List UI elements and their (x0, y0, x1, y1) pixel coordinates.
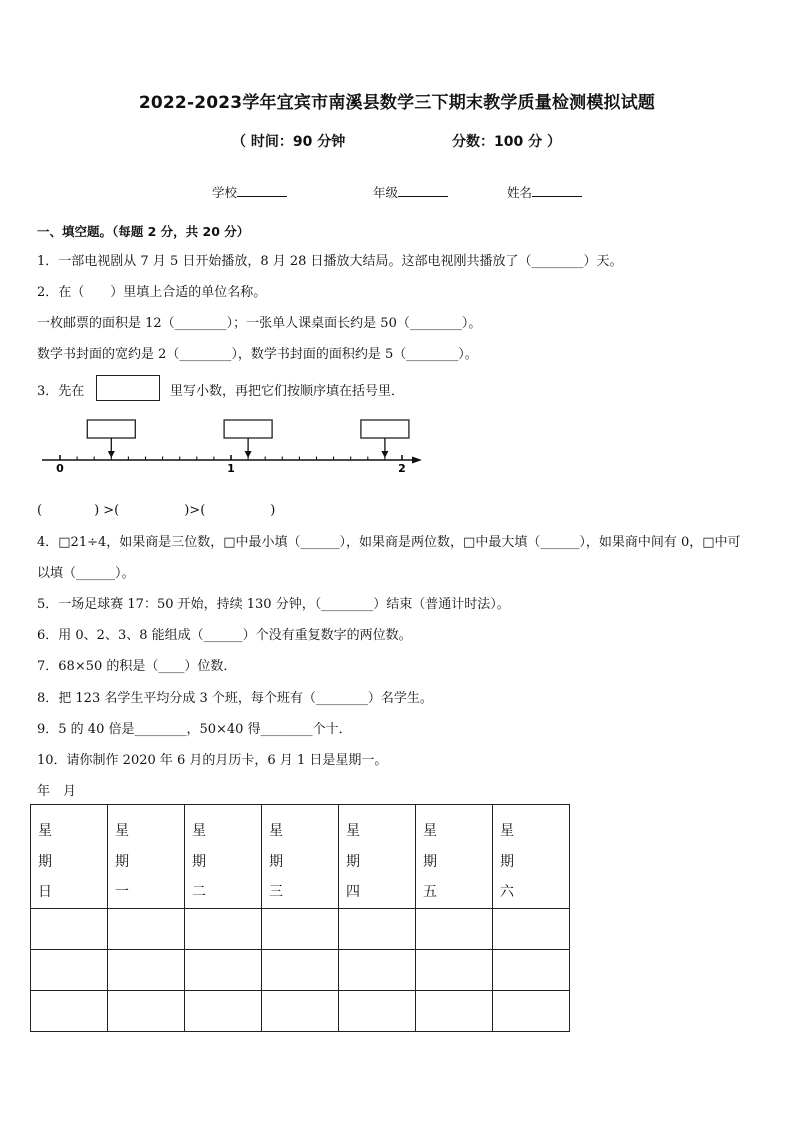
calendar-header-row (31, 805, 570, 909)
question-2a: 一枚邮票的面积是 12（________）；一张单人课桌面长约是 50（________）。 (37, 316, 482, 331)
weekday-thursday: 星 期 四 (339, 805, 416, 909)
calendar-row (31, 991, 570, 1032)
answer-box (87, 420, 135, 438)
calendar-row (31, 950, 570, 991)
weekday-tuesday: 星 期 二 (185, 805, 262, 909)
tick-label: 2 (398, 462, 406, 474)
question-5: 5．一场足球赛 17：50 开始，持续 130 分钟，（________）结束（普通计时法）。 (37, 597, 510, 612)
weekday-sunday: 星 期 日 (31, 805, 108, 909)
calendar-cell[interactable] (416, 991, 493, 1032)
question-4a: 4．□21÷4，如果商是三位数，□中最小填（______），如果商是两位数，□中最大填（______），如果商中间有 0，□中可 (37, 535, 741, 550)
answer-box (361, 420, 409, 438)
question-1: 1．一部电视剧从 7 月 5 日开始播放，8 月 28 日播放大结局。这部电视刚共播放了（________）天。 (37, 254, 623, 269)
question-9: 9．5 的 40 倍是________，50×40 得________个十． (37, 722, 352, 737)
question-7: 7．68×50 的积是（____）位数． (37, 659, 237, 674)
calendar-cell[interactable] (262, 909, 339, 950)
calendar-cell[interactable] (493, 991, 570, 1032)
school-blank[interactable] (237, 182, 287, 197)
calendar-cell[interactable] (185, 909, 262, 950)
calendar-cell[interactable] (262, 991, 339, 1032)
weekday-monday: 星 期 一 (108, 805, 185, 909)
calendar-cell[interactable] (416, 950, 493, 991)
calendar-cell[interactable] (185, 950, 262, 991)
calendar-cell[interactable] (339, 950, 416, 991)
grade-field[interactable] (373, 182, 448, 201)
exam-score: 分数：100 分 ） (452, 134, 561, 150)
calendar-row (31, 909, 570, 950)
school-label: 学校 (212, 185, 238, 200)
question-6: 6．用 0、2、3、8 能组成（______）个没有重复数字的两位数。 (37, 628, 412, 643)
calendar-cell[interactable] (262, 950, 339, 991)
calendar-cell[interactable] (31, 991, 108, 1032)
number-line (36, 412, 436, 474)
weekday-friday: 星 期 五 (416, 805, 493, 909)
school-field[interactable] (212, 182, 287, 201)
question-10: 10．请你制作 2020 年 6 月的月历卡，6 月 1 日是星期一。 (37, 753, 388, 768)
question-4b: 以填（______）。 (37, 566, 135, 581)
calendar-cell[interactable] (31, 909, 108, 950)
grade-blank[interactable] (398, 182, 448, 197)
calendar-cell[interactable] (493, 909, 570, 950)
calendar-cell[interactable] (493, 950, 570, 991)
calendar-caption: 年 月 (37, 784, 77, 799)
question-3-post: 里写小数，再把它们按顺序填在括号里． (170, 384, 405, 399)
calendar-cell[interactable] (31, 950, 108, 991)
calendar-table (30, 804, 570, 1032)
name-blank[interactable] (532, 182, 582, 197)
section-heading: 一、填空题。（每题 2 分，共 20 分） (37, 224, 250, 239)
page-title: 2022-2023学年宜宾市南溪县数学三下期末教学质量检测模拟试题 (138, 93, 656, 113)
calendar-cell[interactable] (108, 991, 185, 1032)
question-3-order: ( ) >( )>( ) (37, 503, 276, 518)
tick-label: 0 (56, 462, 64, 474)
answer-box (224, 420, 272, 438)
weekday-wednesday: 星 期 三 (262, 805, 339, 909)
question-2: 2．在（ ）里填上合适的单位名称。 (37, 285, 267, 300)
question-8: 8．把 123 名学生平均分成 3 个班，每个班有（________）名学生。 (37, 691, 433, 706)
exam-time: （ 时间：90 分钟 (232, 134, 346, 150)
name-label: 姓名 (507, 185, 533, 200)
calendar-cell[interactable] (339, 909, 416, 950)
weekday-saturday: 星 期 六 (493, 805, 570, 909)
grade-label: 年级 (373, 185, 399, 200)
calendar-cell[interactable] (108, 950, 185, 991)
tick-label: 1 (227, 462, 235, 474)
question-2b: 数学书封面的宽约是 2（________），数学书封面的面积约是 5（________）。 (37, 347, 478, 362)
calendar-cell[interactable] (185, 991, 262, 1032)
calendar-cell[interactable] (416, 909, 493, 950)
calendar-cell[interactable] (108, 909, 185, 950)
question-3-pre: 3．先在 (37, 384, 85, 399)
name-field[interactable] (507, 182, 582, 201)
decimal-input-box[interactable] (96, 375, 160, 401)
number-line-arrowhead (412, 457, 422, 464)
calendar-cell[interactable] (339, 991, 416, 1032)
